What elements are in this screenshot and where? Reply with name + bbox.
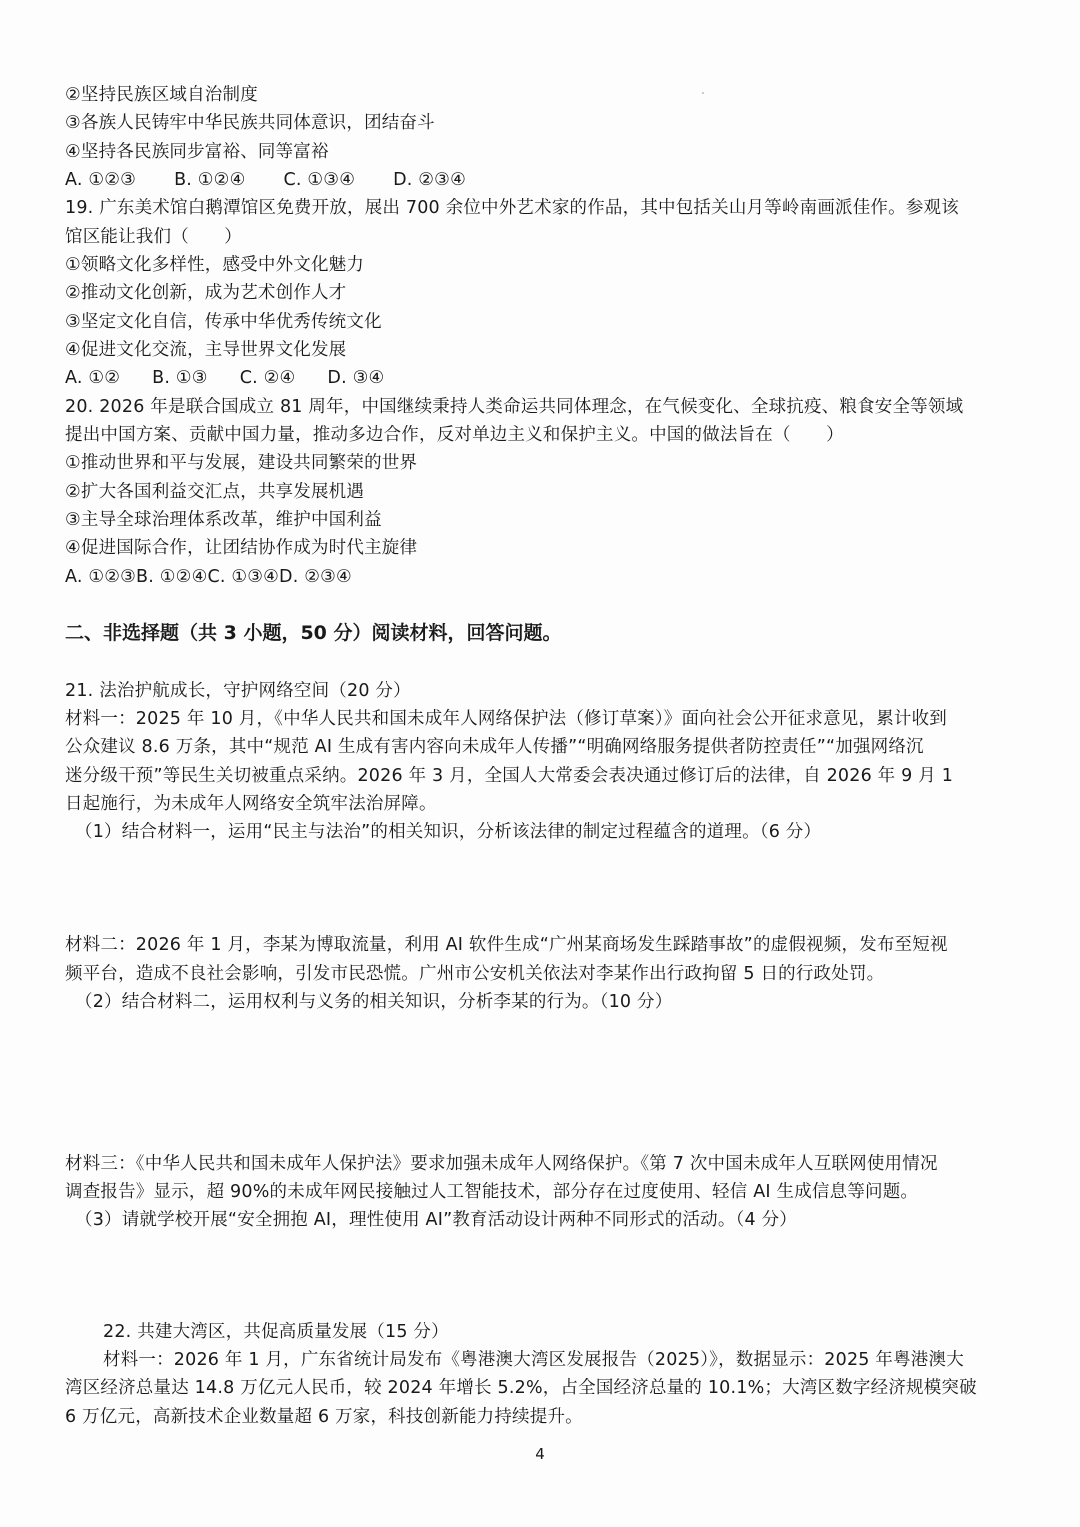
- q20-item-1: ①推动世界和平与发展，建设共同繁荣的世界: [65, 453, 418, 473]
- q21-material-3-line-2: 调查报告》显示，超 90%的未成年网民接触过人工智能技术，部分存在过度使用、轻信 AI 生成信息等问题。: [65, 1182, 919, 1202]
- q18-option-d: D. ②③④: [393, 170, 466, 190]
- q21-material-1-line-3: 迷分级干预”等民生关切被重点采纳。2026 年 3 月，全国人大常委会表决通过修订后的法律，自 2026 年 9 月 1: [65, 766, 954, 786]
- q19-item-2: ②推动文化创新，成为艺术创作人才: [65, 283, 347, 303]
- q22-material-1-line-1: 材料一：2026 年 1 月，广东省统计局发布《粤港澳大湾区发展报告（2025）》，数据显示：2025 年粤港澳大: [103, 1350, 964, 1370]
- q19-option-d: D. ③④: [327, 368, 385, 388]
- q21-material-1-line-4: 日起施行，为未成年人网络安全筑牢法治屏障。: [65, 794, 437, 814]
- q22-material-1-line-3: 6 万亿元，高新技术企业数量超 6 万家，科技创新能力持续提升。: [65, 1407, 583, 1427]
- q18-option-c: C. ①③④: [283, 170, 356, 190]
- section-2-title: 二、非选择题（共 3 小题，50 分）阅读材料，回答问题。: [65, 622, 562, 644]
- q22-material-1-line-2: 湾区经济总量达 14.8 万亿元人民币，较 2024 年增长 5.2%，占全国经济总量的 10.1%；大湾区数字经济规模突破: [65, 1378, 977, 1398]
- q20-stem-line-1: 20. 2026 年是联合国成立 81 周年，中国继续秉持人类命运共同体理念，在气候变化、全球抗疫、粮食安全等领域: [65, 397, 964, 417]
- q21-subquestion-1: （1）结合材料一，运用“民主与法治”的相关知识，分析该法律的制定过程蕴含的道理。（6 分）: [75, 822, 822, 842]
- q20-item-3: ③主导全球治理体系改革，维护中国利益: [65, 510, 382, 530]
- q19-options: [65, 364, 1025, 392]
- q21-material-1-line-2: 公众建议 8.6 万条，其中“规范 AI 生成有害内容向未成年人传播”“明确网络服务提供者防控责任”“加强网络沉: [65, 737, 924, 757]
- q19-option-b: B. ①③: [152, 368, 208, 388]
- q19-option-c: C. ②④: [239, 368, 296, 388]
- q20-item-4: ④促进国际合作，让团结协作成为时代主旋律: [65, 538, 418, 558]
- q21-title: 21. 法治护航成长，守护网络空间（20 分）: [65, 681, 411, 701]
- q21-material-2-line-1: 材料二：2026 年 1 月，李某为博取流量，利用 AI 软件生成“广州某商场发生踩踏事故”的虚假视频，发布至短视: [65, 935, 948, 955]
- q20-options: A. ①②③B. ①②④C. ①③④D. ②③④: [65, 567, 352, 587]
- q21-material-2-line-2: 频平台，造成不良社会影响，引发市民恐慌。广州市公安机关依法对李某作出行政拘留 5 日的行政处罚。: [65, 964, 885, 984]
- q19-stem-line-1: 19. 广东美术馆白鹅潭馆区免费开放，展出 700 余位中外艺术家的作品，其中包括关山月等岭南画派佳作。参观该: [65, 198, 959, 218]
- q19-item-4: ④促进文化交流，主导世界文化发展: [65, 340, 347, 360]
- q21-subquestion-2: （2）结合材料二，运用权利与义务的相关知识，分析李某的行为。（10 分）: [75, 992, 673, 1012]
- q18-options: [65, 166, 1025, 194]
- q21-material-1-line-1: 材料一：2025 年 10 月，《中华人民共和国未成年人网络保护法（修订草案）》面向社会公开征求意见，累计收到: [65, 709, 947, 729]
- q20-stem-line-2: 提出中国方案、贡献中国力量，推动多边合作，反对单边主义和保护主义。中国的做法旨在（ ）: [65, 425, 844, 445]
- q21-subquestion-3: （3）请就学校开展“安全拥抱 AI，理性使用 AI”教育活动设计两种不同形式的活动。（4 分）: [75, 1210, 798, 1230]
- q18-item-2: ②坚持民族区域自治制度: [65, 85, 258, 105]
- q18-option-a: A. ①②③: [65, 170, 137, 190]
- q19-item-1: ①领略文化多样性，感受中外文化魅力: [65, 255, 365, 275]
- q19-stem-line-2: 馆区能让我们（ ）: [65, 227, 242, 247]
- q19-item-3: ③坚定文化自信，传承中华优秀传统文化: [65, 312, 382, 332]
- q21-material-3-line-1: 材料三：《中华人民共和国未成年人保护法》要求加强未成年人网络保护。《第 7 次中国未成年人互联网使用情况: [65, 1154, 938, 1174]
- q18-item-4: ④坚持各民族同步富裕、同等富裕: [65, 142, 329, 162]
- q19-option-a: A. ①②: [65, 368, 121, 388]
- q22-title: 22. 共建大湾区，共促高质量发展（15 分）: [103, 1322, 449, 1342]
- q20-item-2: ②扩大各国利益交汇点，共享发展机遇: [65, 482, 365, 502]
- q18-item-3: ③各族人民铸牢中华民族共同体意识，团结奋斗: [65, 113, 435, 133]
- q18-option-b: B. ①②④: [174, 170, 246, 190]
- page-number: 4: [535, 1445, 545, 1463]
